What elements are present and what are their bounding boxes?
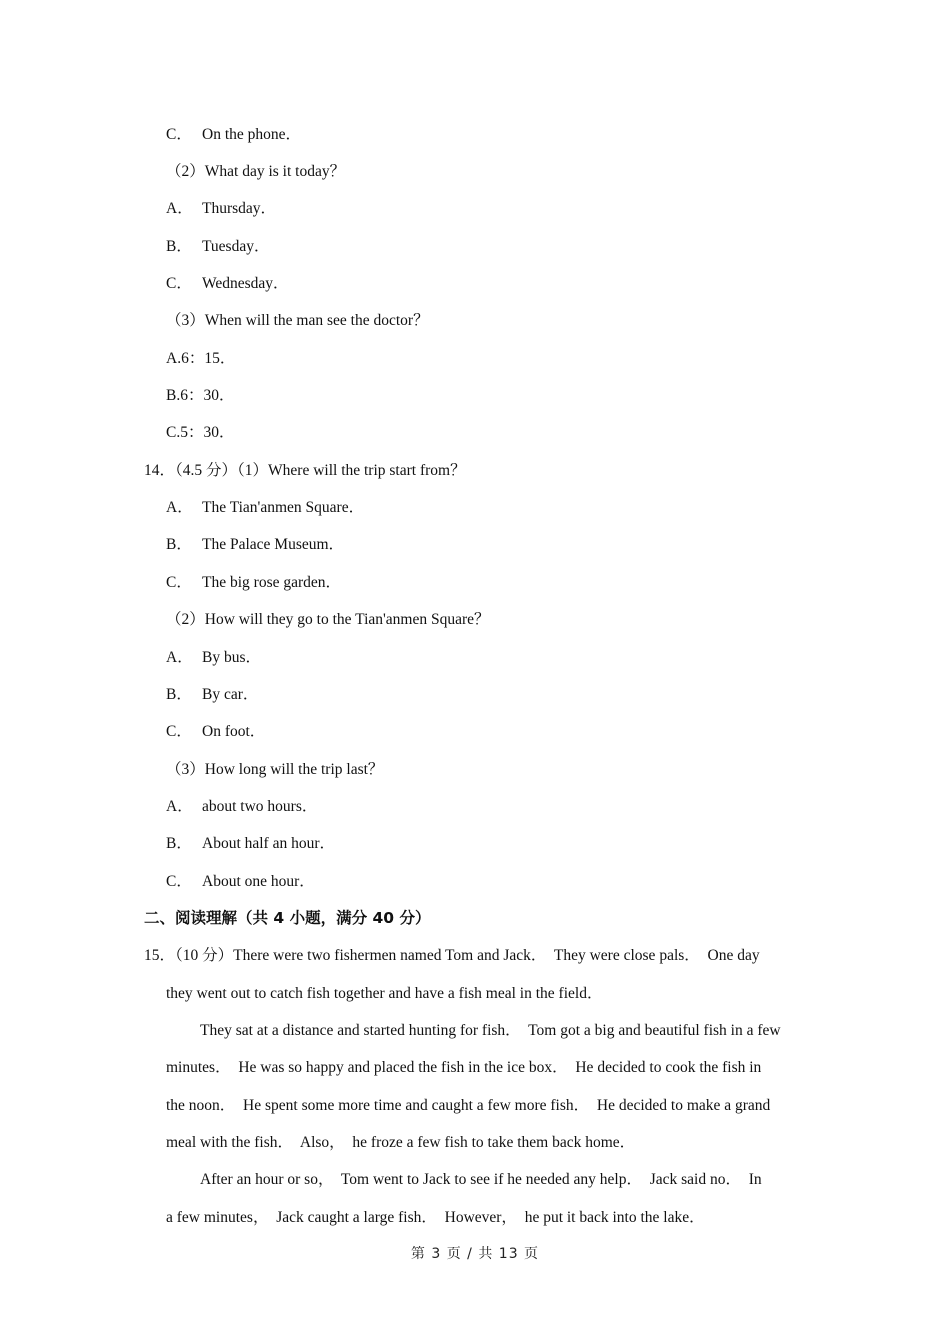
q14-1-option-c: [166, 573, 341, 593]
q13-3-option-a: A.6：15．: [166, 350, 236, 367]
q14-3-prompt: （3）How long will the trip last？: [166, 761, 384, 778]
question-score: （4.5 分）: [175, 462, 238, 479]
passage-line: they went out to catch fish together and have a fish meal in the field．: [166, 985, 603, 1002]
option-letter: C．: [166, 873, 192, 890]
passage-line: minutes． He was so happy and placed the fish in the ice box． He decided to cook the fish in: [166, 1059, 762, 1076]
passage-line: There were two fishermen named Tom and Jack． They were close pals． One day: [233, 947, 760, 964]
option-text: About half an hour．: [202, 835, 336, 852]
option-letter: C．: [166, 275, 192, 292]
page-footer: 第 3 页 / 共 13 页: [410, 1246, 540, 1262]
option-text: About one hour．: [202, 873, 315, 890]
option-letter: A．: [166, 649, 193, 666]
option-text: By car．: [202, 686, 259, 703]
passage-line: After an hour or so， Tom went to Jack to see if he needed any help． Jack said no． In: [200, 1171, 762, 1188]
option-text: On foot．: [202, 723, 266, 740]
option-letter: A．: [166, 499, 193, 516]
option-letter: C．: [166, 126, 192, 143]
q14-3-option-b: [166, 834, 335, 854]
option-letter: A．: [166, 200, 193, 217]
q14-3-option-c: [166, 872, 315, 892]
option-text: On the phone．: [202, 126, 302, 143]
q13-2-option-b: [166, 237, 269, 257]
option-letter: B．: [166, 536, 192, 553]
option-letter: A．: [166, 798, 193, 815]
option-letter: C．: [166, 574, 192, 591]
option-letter: B．: [166, 835, 192, 852]
q13-2-option-c: [166, 274, 289, 294]
q13-2-prompt: （2）What day is it today？: [166, 163, 346, 180]
q13-3-prompt: （3）When will the man see the doctor？: [166, 312, 429, 329]
q13-2-option-a: [166, 199, 276, 219]
option-letter: C．: [166, 723, 192, 740]
option-text: Wednesday．: [202, 275, 289, 292]
option-text: The Palace Museum．: [202, 536, 345, 553]
option-text: Thursday．: [202, 200, 277, 217]
q14-3-option-a: [166, 797, 317, 817]
option-text: By bus．: [202, 649, 261, 666]
q14-1-option-a: [166, 498, 364, 518]
option-text: about two hours．: [202, 798, 318, 815]
q13-3-option-c: C.5：30．: [166, 424, 235, 441]
q14-2-option-a: [166, 648, 261, 668]
passage-line: the noon． He spent some more time and caught a few more fish． He decided to make a grand: [166, 1097, 771, 1114]
option-text: The Tian'anmen Square．: [202, 499, 365, 516]
option-letter: B．: [166, 686, 192, 703]
q13-3-option-b: B.6：30．: [166, 387, 235, 404]
q14-2-option-b: [166, 685, 258, 705]
question-number: 14．: [144, 462, 176, 479]
passage-line: They sat at a distance and started hunting for fish． Tom got a big and beautiful fish in a few: [200, 1022, 781, 1039]
q14-1-prompt: （1）Where will the trip start from？: [237, 462, 466, 479]
q14-1-option-b: [166, 535, 344, 555]
q14-2-prompt: （2）How will they go to the Tian'anmen Square？: [166, 611, 490, 628]
question-number: 15．: [144, 947, 176, 964]
passage-line: meal with the fish． Also， he froze a few fish to take them back home．: [166, 1134, 636, 1151]
option-letter: B．: [166, 238, 192, 255]
section-heading-reading: 二、阅读理解（共 4 小题，满分 40 分）: [144, 909, 431, 927]
passage-line: a few minutes， Jack caught a large fish． However， he put it back into the lake．: [166, 1209, 705, 1226]
option-text: The big rose garden．: [202, 574, 342, 591]
q14-2-option-c: [166, 722, 265, 742]
option-text: Tuesday．: [202, 238, 270, 255]
q15-header: [144, 946, 760, 966]
q13-1-option-c: [166, 125, 301, 145]
question-score: （10 分）: [175, 947, 234, 964]
q14-header: [144, 461, 466, 481]
